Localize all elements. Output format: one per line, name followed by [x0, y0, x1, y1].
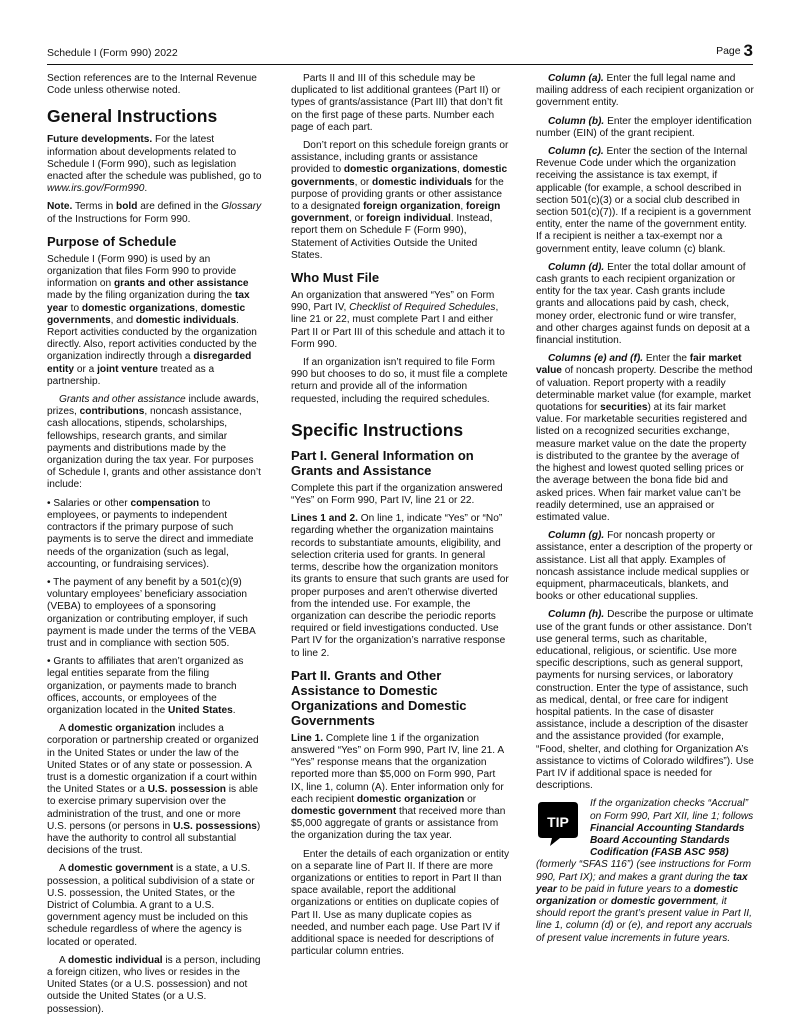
page-label: Page: [716, 45, 741, 57]
enter-details-paragraph: Enter the details of each organization or entity on a separate line of Part II. If there are more organizations or entities to report in Part II than space available, report the additional organizations or entities on duplicate copies of Part II. Use as many duplicate copies as needed, and number each page. Use Part IV if additional space is needed for descriptions of particular column entries.: [291, 848, 510, 958]
column-h-paragraph: Column (h). Describe the purpose or ultimate use of the grant funds or other assistance. Don’t use general terms, such as charitable, educational, religious, or scientific. Use more specific descriptions, such as general support, payments for nursing services, or laboratory construction. Enter the type of assistance, such as medical, dental, or free care for indigent hospital patients. In the case of disaster assistance, include a description of the disaster and the assistance provided (for example, “Food, shelter, and clothing for Organization A’s assistance to victims of Colorado wildfires”). Use Part IV if additional space is needed for descriptions.: [536, 609, 754, 792]
page-indicator: [716, 41, 753, 61]
heading-who-must-file: Who Must File: [291, 270, 380, 286]
column-1: [47, 73, 263, 1022]
who-must-file-paragraph: An organization that answered “Yes” on Form 990, Part IV, Checklist of Required Schedules, line 21 or 22, must complete Part I and either Part II or Part III of this schedule and attach it to Form 990.: [291, 290, 505, 350]
parts-duplicate-paragraph: Parts II and III of this schedule may be duplicated to list additional grantees (Part II) or types of grants/assistance (Part III) that don’t fit on the first page of these parts. Number each page of each part.: [291, 73, 503, 133]
page-header: [47, 40, 753, 65]
purpose-paragraph: Schedule I (Form 990) is used by an organization that files Form 990 to provide information on grants and other assistance made by the filing organization during the tax year to domestic organizations, domestic governments, and domestic individuals. Report activities conducted by the organization directly. Also, report activities conducted by the organization indirectly through a disregarded entity or a joint venture treated as a partnership.: [47, 253, 257, 387]
domestic-organization-paragraph: A domestic organization includes a corporation or partnership created or organized in the United States or under the law of the United States or of any state or possession. A trust is a domestic organization if a court within the United States or a U.S. possession is able to exercise primary supervision over the administration of the trust, and one or more U.S. persons (or persons in U.S. possessions) have the authority to control all substantial decisions of the trust.: [47, 723, 261, 857]
future-developments-paragraph: Future developments. For the latest information about developments related to Schedule I (Form 990), such as legislation enacted after the schedule was published, go to www.irs.gov/Form990.: [47, 134, 262, 195]
heading-part-1: Part I. General Information on Grants and Assistance: [291, 447, 474, 478]
bullet-affiliates: • Grants to affiliates that aren’t organized as legal entities separate from the filing organization, or payments made to branch offices, accounts, or employees of the organization located in the United States.: [47, 656, 244, 716]
column-a-paragraph: Column (a). Enter the full legal name and mailing address of each recipient organization or government entity.: [536, 73, 754, 109]
tip-text: If the organization checks “Accrual” on Form 990, Part XII, line 1; follows Financial Accounting Standards Board Accounting Standards Codification (FASB ASC 958) (formerly “SFAS 116”) (see instructions for Form 990, Part IX); and makes a grant during the tax year to be paid in future years to a domestic organization or domestic government, it should report the grant’s present value in Part II, line 1, column (d) or (e), and report any accruals of present value increments in future years.: [536, 798, 754, 944]
columns-e-f-paragraph: Columns (e) and (f). Enter the fair market value of noncash property. Describe the method of valuation. Report property with a readily determinable market value (for example, market quotations for securities) at its fair market value. For marketable securities registered and listed on a recognized securities exchange, measure market value on the date the property is distributed to the grantee by the average of the highest and lowest quoted selling prices or the average between the bona fide bid and asked prices. When fair market value can’t be readily determined, use an appraised or estimated value.: [536, 353, 753, 523]
intro-paragraph: Section references are to the Internal Revenue Code unless otherwise noted.: [47, 73, 257, 97]
voluntary-filing-paragraph: If an organization isn’t required to file Form 990 but chooses to do so, it must file a complete return and provide all of the information requested, including the required schedules.: [291, 357, 508, 405]
column-3: [536, 73, 755, 945]
column-b-paragraph: Column (b). Enter the employer identification number (EIN) of the grant recipient.: [536, 115, 752, 139]
heading-part-2: Part II. Grants and Other Assistance to Domestic Organizations and Domestic Governments: [291, 667, 467, 728]
foreign-grants-paragraph: Don’t report on this schedule foreign grants or assistance, including grants or assistance provided to domestic organizations, domestic governments, or domestic individuals for the purpose of providing grants or other assistance to a designated foreign organization, foreign government, or foreign individual. Instead, report them on Schedule F (Form 990), Statement of Activities Outside the United States.: [291, 140, 509, 261]
column-d-paragraph: Column (d). Enter the total dollar amount of cash grants to each recipient organization or entity for the tax year. Cash grants include grants and allocations paid by cash, check, money order, electronic fund or wire transfer, and other charges against funds on deposit at a financial institution.: [536, 261, 750, 347]
heading-purpose-of-schedule: Purpose of Schedule: [47, 233, 177, 249]
bullet-veba: • The payment of any benefit by a 501(c)(9) voluntary employees’ beneficiary association (VEBA) to employees of a sponsoring organization or contributing employer, if such payment is made under the terms of the VEBA trust and in compliance with section 505.: [47, 576, 256, 649]
part-1-paragraph: Complete this part if the organization answered “Yes” on Form 990, Part IV, line 21 or 22.: [291, 482, 503, 507]
tip-box: [536, 798, 755, 944]
column-c-paragraph: Column (c). Enter the section of the Internal Revenue Code under which the organization receiving the assistance is tax exempt, if applicable (for example, a school described in section 501(c)(3) or a social club described in section 501(c)(7)). If a recipient is a government entity, enter the name of the government entity. If a recipient is neither a tax-exempt nor a government entity, leave column (c) blank.: [536, 146, 751, 255]
heading-specific-instructions: Specific Instructions: [291, 419, 464, 440]
tip-icon-label: TIP: [547, 814, 569, 831]
grants-definition-paragraph: Grants and other assistance include awards, prizes, contributions, noncash assistance, cash allocations, stipends, scholarships, fellowships, research grants, and similar payments and distributions made by the organization during the tax year. For purposes of Schedule I, grants and other assistance don’t include:: [47, 394, 261, 491]
page-number: 3: [743, 41, 753, 60]
heading-general-instructions: General Instructions: [47, 106, 218, 127]
tip-icon: [536, 800, 580, 848]
column-g-paragraph: Column (g). For noncash property or assistance, enter a description of the property or assistance. List all that apply. Examples of noncash assistance include medical supplies or equipment, pharmaceuticals, blankets, and books or other educational supplies.: [536, 530, 753, 603]
column-2: [291, 73, 509, 964]
bullet-compensation: • Salaries or other compensation to employees, or payments to independent contractors if the primary purpose of such payments is to serve the direct and immediate needs of the organization (such as legal, accounting, or fundraising services).: [47, 497, 254, 570]
irs-url: www.irs.gov/Form990: [47, 183, 145, 195]
lines-1-and-2-paragraph: Lines 1 and 2. On line 1, indicate “Yes” or “No” regarding whether the organization maintains records to substantiate amounts, eligibility, and selection criteria used for grants. In general terms, describe how the organization monitors its grants to ensure that such grants are used for proper purposes and aren’t otherwise diverted from the intended use. For example, the organization can describe the periodic reports required or field investigations conducted. Use Part IV for the organization’s narrative response to line 2.: [291, 513, 509, 659]
note-paragraph: Note. Terms in bold are defined in the Glossary of the Instructions for Form 990.: [47, 201, 262, 225]
domestic-individual-paragraph: A domestic individual is a person, including a foreign citizen, who lives or resides in the United States (or a U.S. possession) and not outside the United States (or a U.S. possession).: [47, 954, 261, 1015]
domestic-government-paragraph: A domestic government is a state, a U.S. possession, a political subdivision of a state or U.S. possession, the United States, or the District of Columbia. A grant to a U.S. government agency must be included on this schedule regardless of where the agency is located or operated.: [47, 863, 255, 948]
line-1-paragraph: Line 1. Complete line 1 if the organization answered “Yes” on Form 990, Part IV, line 21. A “Yes” response means that the organization reported more than $5,000 on Form 990, Part IX, line 1, column (A). Enter information only for each recipient domestic organization or domestic government that received more than $5,000 aggregate of grants or assistance from the organization during the tax year.: [291, 732, 506, 842]
form-title: Schedule I (Form 990) 2022: [47, 47, 178, 59]
